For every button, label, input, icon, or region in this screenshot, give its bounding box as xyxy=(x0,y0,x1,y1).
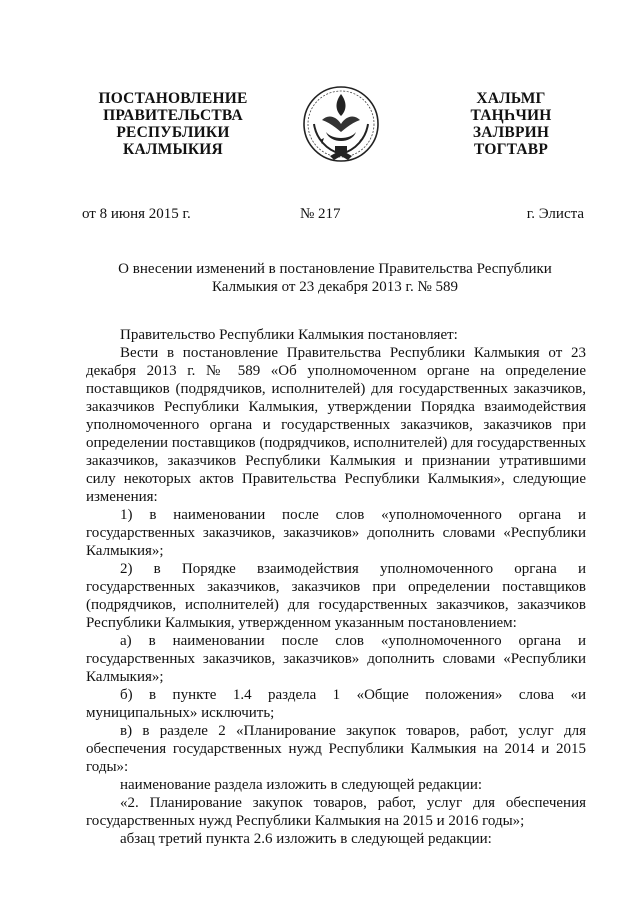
header-left-line: ПРАВИТЕЛЬСТВА xyxy=(103,107,243,124)
paragraph-preamble: Правительство Республики Калмыкия постановляет: xyxy=(120,327,458,343)
paragraph-item-2: 2) в Порядке взаимодействия уполномоченного органа и государственных заказчиков, заказчиков при определении поставщиков (подрядчиков, исполнителей) для государственных заказчиков, заказчиков Республики Калмыкия, утвержденном указанным постановлением: xyxy=(86,561,586,631)
header-left-line: РЕСПУБЛИКИ xyxy=(116,124,230,141)
header-right-line: ЗАЛВРИН xyxy=(472,124,550,141)
document-body xyxy=(86,326,586,848)
document-date: от 8 июня 2015 г. xyxy=(82,206,191,222)
header-right-line: ТОГТАВР xyxy=(473,141,549,158)
header-right-line: ХАЛЬМГ xyxy=(476,90,546,107)
header-right-line: ТАҢҺЧИН xyxy=(470,107,552,124)
paragraph-item-1: 1) в наименовании после слов «уполномоченного органа и государственных заказчиков, заказчиков» дополнить словами «Республики Калмыкия»; xyxy=(86,507,586,559)
document-title-line: Калмыкия от 23 декабря 2013 г. № 589 xyxy=(211,279,459,295)
document-number: № 217 xyxy=(300,206,341,222)
document-title xyxy=(100,260,570,296)
paragraph-section-new-title: «2. Планирование закупок товаров, работ, услуг для обеспечения государственных нужд Республики Калмыкия на 2015 и 2016 годы»; xyxy=(86,795,586,829)
paragraph-main: Вести в постановление Правительства Республики Калмыкия от 23 декабря 2013 г. № 589 «Об уполномоченном органе на определение поставщиков (подрядчиков, исполнителей) для государственных заказчиков, заказчиков Республики Калмыкия, утверждении Порядка взаимодействия уполномоченного органа и государственных заказчиков, заказчиков при определении поставщиков (подрядчиков, исполнителей) для государственных заказчиков, заказчиков Республики Калмыкия и признании утратившими силу некоторых актов Правительства Республики Калмыкия», следующие изменения: xyxy=(86,345,586,505)
paragraph-abzac: абзац третий пункта 2.6 изложить в следующей редакции: xyxy=(120,831,492,847)
document-city: г. Элиста xyxy=(526,206,584,222)
paragraph-item-2b: б) в пункте 1.4 раздела 1 «Общие положения» слова «и муниципальных» исключить; xyxy=(86,687,586,721)
header-left-line: КАЛМЫКИЯ xyxy=(123,141,223,158)
coat-of-arms-emblem xyxy=(302,80,380,168)
document-title-line: О внесении изменений в постановление Правительства Республики xyxy=(118,261,552,277)
header-left-line: ПОСТАНОВЛЕНИЕ xyxy=(98,90,248,107)
paragraph-item-2c: в) в разделе 2 «Планирование закупок товаров, работ, услуг для обеспечения государственных нужд Республики Калмыкия на 2014 и 2015 годы»: xyxy=(86,723,586,775)
header-left-title xyxy=(88,90,258,158)
paragraph-section-name: наименование раздела изложить в следующей редакции: xyxy=(120,777,483,793)
paragraph-item-2a: а) в наименовании после слов «уполномоченного органа и государственных заказчиков, заказчиков» дополнить словами «Республики Калмыкия»; xyxy=(86,633,586,685)
header-right-title xyxy=(436,90,586,158)
